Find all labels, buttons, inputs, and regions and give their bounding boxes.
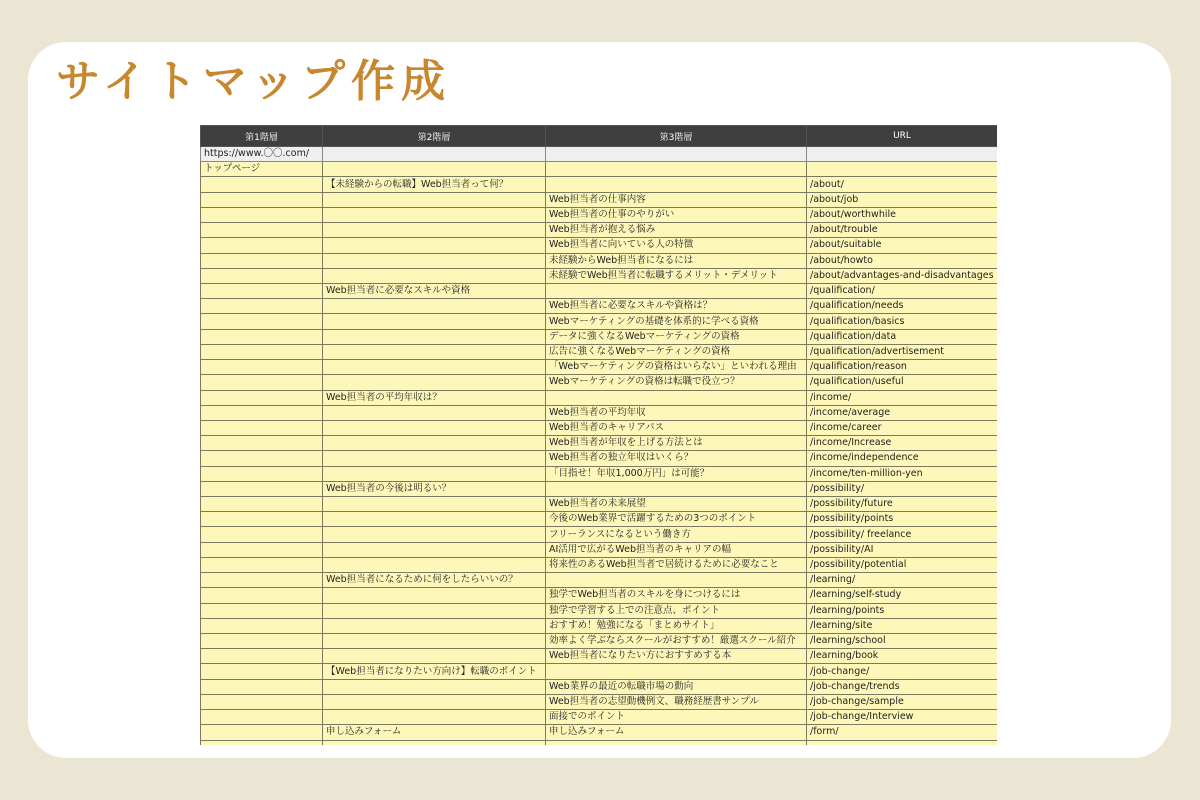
cell-url: /learning/points (807, 603, 998, 618)
table-row (201, 177, 998, 192)
cell-level-3: Webマーケティングの資格は転職で役立つ？ (546, 375, 807, 390)
cell-level-3 (546, 283, 807, 298)
table-row (201, 694, 998, 709)
table-row (201, 557, 998, 572)
cell-level-3: Web担当者が年収を上げる方法とは (546, 436, 807, 451)
cell-level-2 (323, 405, 546, 420)
cell-url: /learning/book (807, 649, 998, 664)
cell-level-1 (201, 314, 323, 329)
header-row (201, 126, 998, 147)
table-row (201, 253, 998, 268)
table-row (201, 710, 998, 725)
cell-level-3 (546, 390, 807, 405)
cell-level-3: 未経験でWeb担当者に転職するメリット・デメリット (546, 268, 807, 283)
table-row (201, 360, 998, 375)
cell-level-2 (323, 710, 546, 725)
cell-level-1 (201, 283, 323, 298)
table-row (201, 192, 998, 207)
cell-level-2 (323, 360, 546, 375)
cell-level-2 (323, 634, 546, 649)
cell-level-3: AI活用で広がるWeb担当者のキャリアの幅 (546, 542, 807, 557)
cell-level-3: 将来性のあるWeb担当者で居続けるために必要なこと (546, 557, 807, 572)
cell-level-2 (323, 223, 546, 238)
cell-level-3 (546, 664, 807, 679)
cell-level-3: Web担当者に必要なスキルや資格は？ (546, 299, 807, 314)
cell-url: /possibility/potential (807, 557, 998, 572)
cell-level-1 (201, 573, 323, 588)
cell-level-3 (546, 573, 807, 588)
cell-level-2 (323, 527, 546, 542)
cell-level-2 (323, 299, 546, 314)
cell-level-1 (201, 725, 323, 740)
cell-level-3: Web担当者の平均年収 (546, 405, 807, 420)
cell-url: /learning/ (807, 573, 998, 588)
table-row (201, 466, 998, 481)
cell-url: /about/suitable (807, 238, 998, 253)
cell-level-2 (323, 740, 546, 745)
cell-level-2 (323, 162, 546, 177)
cell-level-3: 面接でのポイント (546, 710, 807, 725)
cell-url: /about/worthwhile (807, 207, 998, 222)
cell-level-1 (201, 694, 323, 709)
table-row (201, 314, 998, 329)
cell-level-3: 今後のWeb業界で活躍するための3つのポイント (546, 512, 807, 527)
table-row (201, 405, 998, 420)
cell-url: /income/ (807, 390, 998, 405)
table-row (201, 603, 998, 618)
cell-level-1 (201, 497, 323, 512)
page-title: サイトマップ作成 (56, 56, 452, 107)
cell-level-1 (201, 557, 323, 572)
cell-level-2 (323, 344, 546, 359)
table-row (201, 542, 998, 557)
cell-url: /job-change/ (807, 664, 998, 679)
cell-level-2 (323, 557, 546, 572)
cell-level-3 (546, 147, 807, 162)
cell-level-1 (201, 192, 323, 207)
cell-level-2 (323, 603, 546, 618)
cell-level-1 (201, 360, 323, 375)
cell-url: /possibility/future (807, 497, 998, 512)
cell-level-3: 広告に強くなるWebマーケティングの資格 (546, 344, 807, 359)
cell-level-2 (323, 512, 546, 527)
cell-level-2 (323, 679, 546, 694)
cell-level-1: トップページ (201, 162, 323, 177)
cell-url: /income/career (807, 420, 998, 435)
cell-url: /about/trouble (807, 223, 998, 238)
cell-url: /about/ (807, 177, 998, 192)
table-row (201, 725, 998, 740)
cell-level-2 (323, 314, 546, 329)
table-row (201, 344, 998, 359)
table-row (201, 481, 998, 496)
table-row (201, 420, 998, 435)
cell-level-3: Webマーケティングの基礎を体系的に学べる資格 (546, 314, 807, 329)
cell-level-1 (201, 527, 323, 542)
cell-url: /job-change/sample (807, 694, 998, 709)
cell-level-3: フリーランスになるという働き方 (546, 527, 807, 542)
cell-level-2 (323, 618, 546, 633)
cell-level-1 (201, 649, 323, 664)
table-row (201, 299, 998, 314)
cell-level-1 (201, 542, 323, 557)
cell-level-1 (201, 299, 323, 314)
cell-level-2 (323, 497, 546, 512)
cell-level-1 (201, 436, 323, 451)
cell-level-3: 「Webマーケティングの資格はいらない」といわれる理由 (546, 360, 807, 375)
table-row (201, 162, 998, 177)
header-level-1: 第1階層 (201, 126, 323, 147)
cell-level-3: 独学でWeb担当者のスキルを身につけるには (546, 588, 807, 603)
table-row (201, 238, 998, 253)
cell-url: /learning/site (807, 618, 998, 633)
table-row (201, 375, 998, 390)
table-row (201, 512, 998, 527)
cell-level-1 (201, 679, 323, 694)
table-row (201, 268, 998, 283)
cell-level-3: Web担当者が抱える悩み (546, 223, 807, 238)
cell-level-3: Web担当者の志望動機例文、職務経歴書サンプル (546, 694, 807, 709)
cell-level-2: 【未経験からの転職】Web担当者って何？ (323, 177, 546, 192)
cell-level-2 (323, 147, 546, 162)
cell-level-3: Web担当者の未来展望 (546, 497, 807, 512)
cell-level-2 (323, 436, 546, 451)
table-row (201, 451, 998, 466)
cell-level-2 (323, 466, 546, 481)
cell-level-1 (201, 740, 323, 745)
cell-level-3: Web担当者のキャリアパス (546, 420, 807, 435)
table-row (201, 283, 998, 298)
cell-level-2 (323, 542, 546, 557)
table-row (201, 679, 998, 694)
table-row (201, 664, 998, 679)
cell-level-2 (323, 649, 546, 664)
cell-url: /job-change/Interview (807, 710, 998, 725)
cell-level-1 (201, 207, 323, 222)
cell-url: /job-change/trends (807, 679, 998, 694)
table-row (201, 436, 998, 451)
table-row (201, 740, 998, 745)
header-url: URL (807, 126, 998, 147)
table-row (201, 527, 998, 542)
cell-url: /income/average (807, 405, 998, 420)
cell-url: /possibility/ freelance (807, 527, 998, 542)
cell-level-3: 独学で学習する上での注意点、ポイント (546, 603, 807, 618)
cell-level-3: 効率よく学ぶならスクールがおすすめ！厳選スクール紹介 (546, 634, 807, 649)
cell-level-1 (201, 375, 323, 390)
cell-level-3: Web業界の最近の転職市場の動向 (546, 679, 807, 694)
cell-level-3: Web担当者に向いている人の特徴 (546, 238, 807, 253)
cell-level-2 (323, 420, 546, 435)
table-row (201, 649, 998, 664)
cell-url: /about/job (807, 192, 998, 207)
table-row (201, 390, 998, 405)
cell-url (807, 162, 998, 177)
table-row (201, 618, 998, 633)
cell-level-3 (546, 177, 807, 192)
cell-level-2: 【Web担当者になりたい方向け】転職のポイント (323, 664, 546, 679)
cell-url: /possibility/AI (807, 542, 998, 557)
cell-level-1 (201, 420, 323, 435)
cell-level-2 (323, 588, 546, 603)
cell-url: /about/howto (807, 253, 998, 268)
cell-level-1 (201, 238, 323, 253)
cell-level-1 (201, 588, 323, 603)
cell-level-3: 未経験からWeb担当者になるには (546, 253, 807, 268)
table-row (201, 573, 998, 588)
cell-level-1 (201, 390, 323, 405)
cell-level-3: Web担当者の独立年収はいくら？ (546, 451, 807, 466)
cell-level-2 (323, 207, 546, 222)
cell-level-1 (201, 634, 323, 649)
cell-level-3: Web担当者になりたい方におすすめする本 (546, 649, 807, 664)
cell-level-3: 申し込みフォーム (546, 725, 807, 740)
cell-level-3 (546, 162, 807, 177)
cell-level-3: Web担当者の仕事内容 (546, 192, 807, 207)
cell-level-1 (201, 466, 323, 481)
cell-url (807, 147, 998, 162)
header-level-3: 第3階層 (546, 126, 807, 147)
cell-level-1 (201, 344, 323, 359)
cell-level-1 (201, 512, 323, 527)
table-row (201, 497, 998, 512)
cell-url: /qualification/advertisement (807, 344, 998, 359)
cell-url: /qualification/reason (807, 360, 998, 375)
cell-level-2 (323, 268, 546, 283)
cell-level-3 (546, 740, 807, 745)
cell-url: /about/advantages-and-disadvantages (807, 268, 998, 283)
cell-url: /qualification/needs (807, 299, 998, 314)
cell-level-1 (201, 329, 323, 344)
table-row (201, 223, 998, 238)
cell-url: /learning/self-study (807, 588, 998, 603)
cell-level-1 (201, 268, 323, 283)
cell-level-1 (201, 253, 323, 268)
cell-level-1 (201, 664, 323, 679)
cell-level-2: Web担当者の平均年収は？ (323, 390, 546, 405)
cell-url: /possibility/points (807, 512, 998, 527)
cell-url: /income/ten-million-yen (807, 466, 998, 481)
cell-url: /possibility/ (807, 481, 998, 496)
cell-level-3: Web担当者の仕事のやりがい (546, 207, 807, 222)
cell-level-2 (323, 238, 546, 253)
cell-level-3 (546, 481, 807, 496)
cell-level-2 (323, 375, 546, 390)
cell-url: /learning/school (807, 634, 998, 649)
cell-url: /qualification/basics (807, 314, 998, 329)
sitemap-spreadsheet (200, 125, 997, 745)
cell-level-1 (201, 618, 323, 633)
cell-level-2: 申し込みフォーム (323, 725, 546, 740)
table-row (201, 329, 998, 344)
table-row (201, 207, 998, 222)
cell-level-1 (201, 405, 323, 420)
cell-level-2: Web担当者の今後は明るい？ (323, 481, 546, 496)
cell-level-2 (323, 192, 546, 207)
cell-level-3: おすすめ！勉強になる「まとめサイト」 (546, 618, 807, 633)
header-level-2: 第2階層 (323, 126, 546, 147)
cell-url: /qualification/ (807, 283, 998, 298)
cell-level-1 (201, 451, 323, 466)
cell-url: /income/Increase (807, 436, 998, 451)
cell-url (807, 740, 998, 745)
cell-level-2: Web担当者になるために何をしたらいいの？ (323, 573, 546, 588)
table-row (201, 147, 998, 162)
cell-level-2 (323, 451, 546, 466)
cell-url: /qualification/data (807, 329, 998, 344)
sitemap-table (200, 125, 997, 745)
table-row (201, 634, 998, 649)
cell-level-1 (201, 710, 323, 725)
table-row (201, 588, 998, 603)
cell-level-2: Web担当者に必要なスキルや資格 (323, 283, 546, 298)
cell-url: /income/independence (807, 451, 998, 466)
cell-level-3: データに強くなるWebマーケティングの資格 (546, 329, 807, 344)
cell-level-2 (323, 329, 546, 344)
cell-level-3: 「目指せ！年収1,000万円」は可能？ (546, 466, 807, 481)
cell-level-2 (323, 253, 546, 268)
cell-level-1: https://www.〇〇.com/ (201, 147, 323, 162)
cell-level-1 (201, 223, 323, 238)
cell-level-1 (201, 481, 323, 496)
cell-level-1 (201, 603, 323, 618)
cell-level-1 (201, 177, 323, 192)
cell-level-2 (323, 694, 546, 709)
cell-url: /qualification/useful (807, 375, 998, 390)
cell-url: /form/ (807, 725, 998, 740)
